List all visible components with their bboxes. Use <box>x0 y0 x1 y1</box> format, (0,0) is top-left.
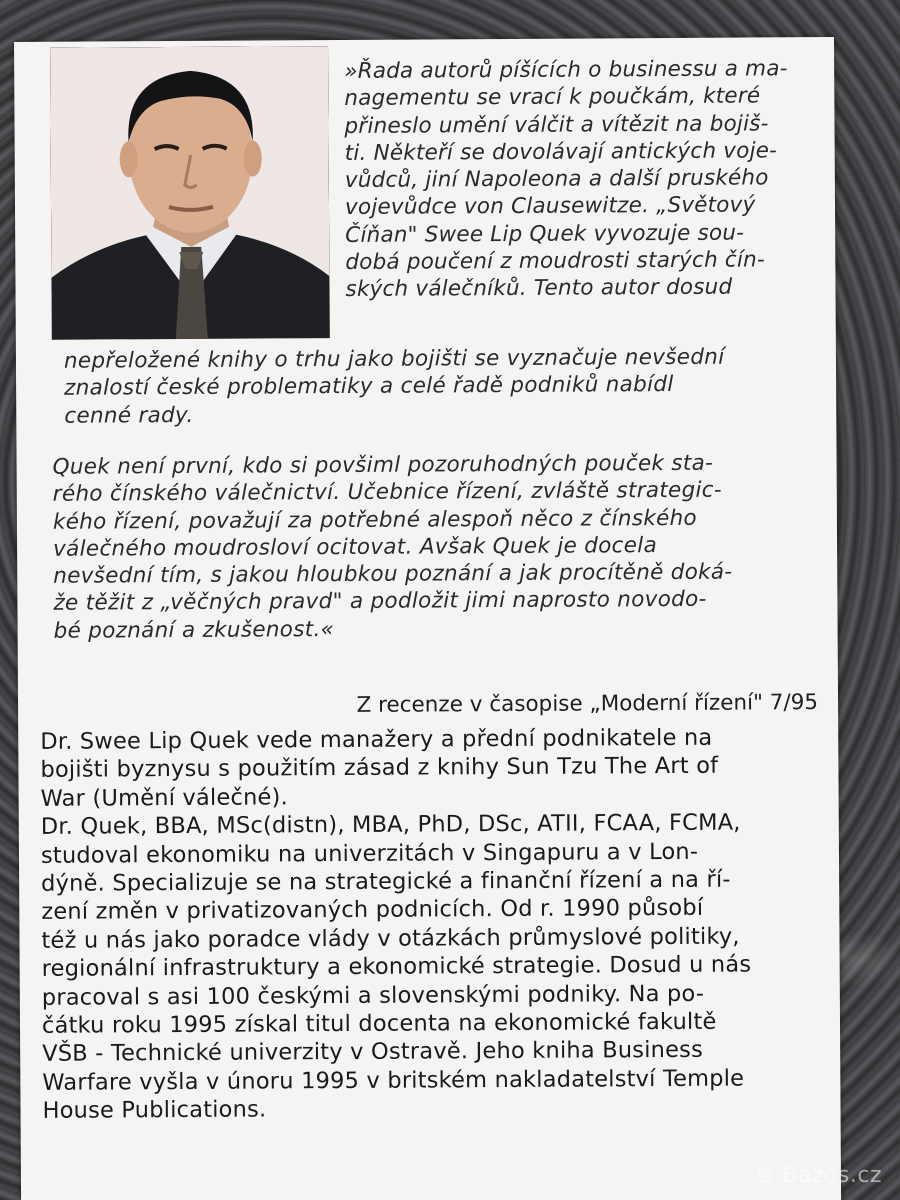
review-line: válečného moudrosloví ocitovat. Avšak Quek je docela <box>53 532 658 562</box>
review-line: že těžit z „věčných pravd" a podložit jimi naprosto novodo- <box>53 587 707 617</box>
review-line: »Řada autorů píšících o businessu a ma- <box>344 56 788 84</box>
review-line: nevšední tím, s jakou hloubkou poznání a jak procítěně doká- <box>53 559 733 589</box>
bio-line: bojišti byznysu s použitím zásad z knihy Sun Tzu The Art of <box>40 753 719 784</box>
review-line: Quek není první, kdo si povšiml pozoruhodných pouček sta- <box>52 450 714 480</box>
watermark-icon: ⊚ <box>755 1163 783 1188</box>
review-paragraph-2 <box>53 449 818 645</box>
review-text-top <box>344 55 815 304</box>
watermark-text: Bazos.cz <box>782 1163 882 1188</box>
bio-line: War (Umění válečné). <box>40 784 288 812</box>
bio-line: House Publications. <box>42 1096 267 1125</box>
review-line: nepřeložené knihy o trhu jako bojišti se vyznačuje nevšední <box>63 344 725 374</box>
review-line: cenné rady. <box>64 402 194 429</box>
bio-paragraph <box>41 808 825 1125</box>
bio-line: též u nás jako poradce vlády v otázkách průmyslové politiky, <box>41 923 740 954</box>
author-bio <box>40 723 824 1125</box>
review-line: rého čínského válečnictví. Učebnice řízení, zvláště strategic- <box>52 477 723 508</box>
review-line: nagementu se vrací k poučkám, které <box>344 83 761 112</box>
bio-line: Dr. Quek, BBA, MSc(distn), MBA, PhD, DSc, ATII, FCAA, FCMA, <box>40 809 741 841</box>
review-line: vůdců, jiní Napoleona a další pruského <box>344 165 769 194</box>
review-line: ti. Někteří se dovolávají antických voje- <box>344 138 778 166</box>
bio-line: Warfare vyšla v únoru 1995 v britském nakladatelství Temple <box>42 1065 745 1096</box>
review-line: dobá poučení z moudrosti starých čín- <box>345 247 765 276</box>
bio-line: studoval ekonomiku na univerzitách v Singapuru a v Lon- <box>40 838 699 869</box>
bio-line: Dr. Swee Lip Quek vede manažery a přední podnikatele na <box>40 724 713 755</box>
bio-line: VŠB - Technické univerzity v Ostravě. Jeho kniha Business <box>42 1037 704 1068</box>
review-line: přineslo umění válčit a vítězit na bojiš- <box>344 110 769 139</box>
review-line: bé poznání a zkušenost.« <box>53 616 335 644</box>
review-line: znalostí české problematiky a celé řadě podniků nabídl <box>64 372 674 401</box>
review-source: Z recenze v časopise „Moderní řízení" 7/95 <box>356 690 819 718</box>
bio-line: čátku roku 1995 získal titul docenta na ekonomické fakultě <box>41 1008 717 1039</box>
bio-line: dýně. Specializuje se na strategické a finanční řízení a na ří- <box>41 866 731 897</box>
review-line: Číňan" Swee Lip Quek vyvozuje sou- <box>345 220 745 248</box>
bio-line: pracoval s asi 100 českými a slovenskými podniky. Na po- <box>41 980 705 1011</box>
review-text-continued <box>64 343 816 429</box>
bio-paragraph <box>40 723 823 813</box>
watermark <box>756 1163 882 1188</box>
bio-line: regionální infrastruktury a ekonomické strategie. Dosud u nás <box>41 951 752 983</box>
review-line: kého řízení, považují za potřebné alespoň něco z čínského <box>52 505 698 535</box>
bio-line: zení změn v privatizovaných podnicích. Od r. 1990 působí <box>41 895 704 926</box>
book-back-cover <box>14 37 841 1200</box>
review-line: ských válečníků. Tento autor dosud <box>345 274 733 303</box>
author-photo <box>50 46 330 340</box>
review-line: vojevůdce von Clausewitze. „Světový <box>344 192 756 221</box>
